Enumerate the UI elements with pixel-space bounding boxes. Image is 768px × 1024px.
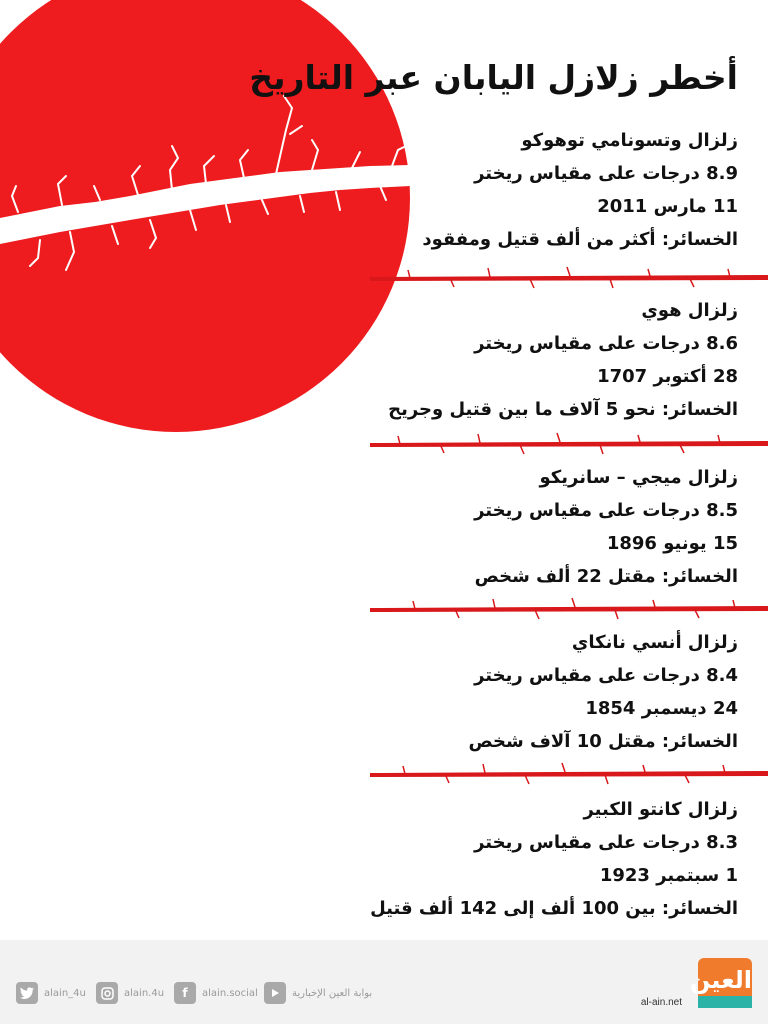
logo-band: [698, 996, 752, 1008]
youtube-icon: [264, 982, 286, 1004]
earthquake-name: زلزال أنسي نانكاي: [571, 632, 738, 653]
earthquake-losses: الخسائر: مقتل 22 ألف شخص: [474, 566, 738, 587]
earthquake-date: 28 أكتوبر 1707: [597, 366, 738, 387]
earthquake-date: 11 مارس 2011: [597, 196, 738, 217]
instagram-icon: [96, 982, 118, 1004]
social-label: alain.4u: [124, 987, 165, 999]
earthquake-name: زلزال ميجي – سانريكو: [539, 467, 738, 488]
earthquake-losses: الخسائر: مقتل 10 آلاف شخص: [468, 731, 738, 752]
logo-text: العين: [689, 966, 752, 994]
social-link-instagram[interactable]: [96, 982, 164, 1004]
social-label: alain.social: [202, 987, 258, 999]
social-label: alain_4u: [44, 987, 86, 999]
blood-divider: [370, 266, 768, 290]
twitter-icon: [16, 982, 38, 1004]
blood-divider: [370, 762, 768, 786]
earthquake-name: زلزال وتسونامي توهوكو: [521, 130, 738, 151]
social-link-facebook[interactable]: [174, 982, 258, 1004]
earthquake-losses: الخسائر: أكثر من ألف قتيل ومفقود: [422, 229, 738, 250]
social-link-youtube[interactable]: [264, 982, 372, 1004]
earthquake-losses: الخسائر: بين 100 ألف إلى 142 ألف قتيل: [370, 898, 738, 919]
earthquake-date: 15 يونيو 1896: [606, 533, 738, 554]
earthquake-item: [238, 124, 738, 256]
social-label: بوابة العين الإخبارية: [292, 987, 373, 999]
earthquake-magnitude: 8.4 درجات على مقياس ريختر: [474, 665, 738, 686]
earthquake-losses: الخسائر: نحو 5 آلاف ما بين قتيل وجريح: [388, 399, 738, 420]
blood-divider: [370, 597, 768, 621]
facebook-icon: f: [174, 982, 196, 1004]
blood-divider: [370, 432, 768, 456]
earthquake-magnitude: 8.3 درجات على مقياس ريختر: [474, 832, 738, 853]
footer: [0, 940, 768, 1024]
earthquake-item: [238, 793, 738, 925]
earthquake-item: [238, 461, 738, 593]
earthquake-date: 1 سبتمبر 1923: [599, 865, 738, 886]
earthquake-name: زلزال كانتو الكبير: [583, 799, 738, 820]
earthquake-item: [238, 294, 738, 426]
earthquake-magnitude: 8.6 درجات على مقياس ريختر: [474, 333, 738, 354]
al-ain-logo: [689, 958, 752, 1008]
social-link-twitter[interactable]: [16, 982, 86, 1004]
site-url: al-ain.net: [640, 997, 682, 1008]
earthquake-magnitude: 8.9 درجات على مقياس ريختر: [474, 163, 738, 184]
earthquake-name: زلزال هوي: [641, 300, 738, 321]
earthquake-item: [238, 626, 738, 758]
earthquake-date: 24 ديسمبر 1854: [585, 698, 738, 719]
page-title: أخطر زلازل اليابان عبر التاريخ: [249, 58, 738, 97]
earthquake-magnitude: 8.5 درجات على مقياس ريختر: [474, 500, 738, 521]
